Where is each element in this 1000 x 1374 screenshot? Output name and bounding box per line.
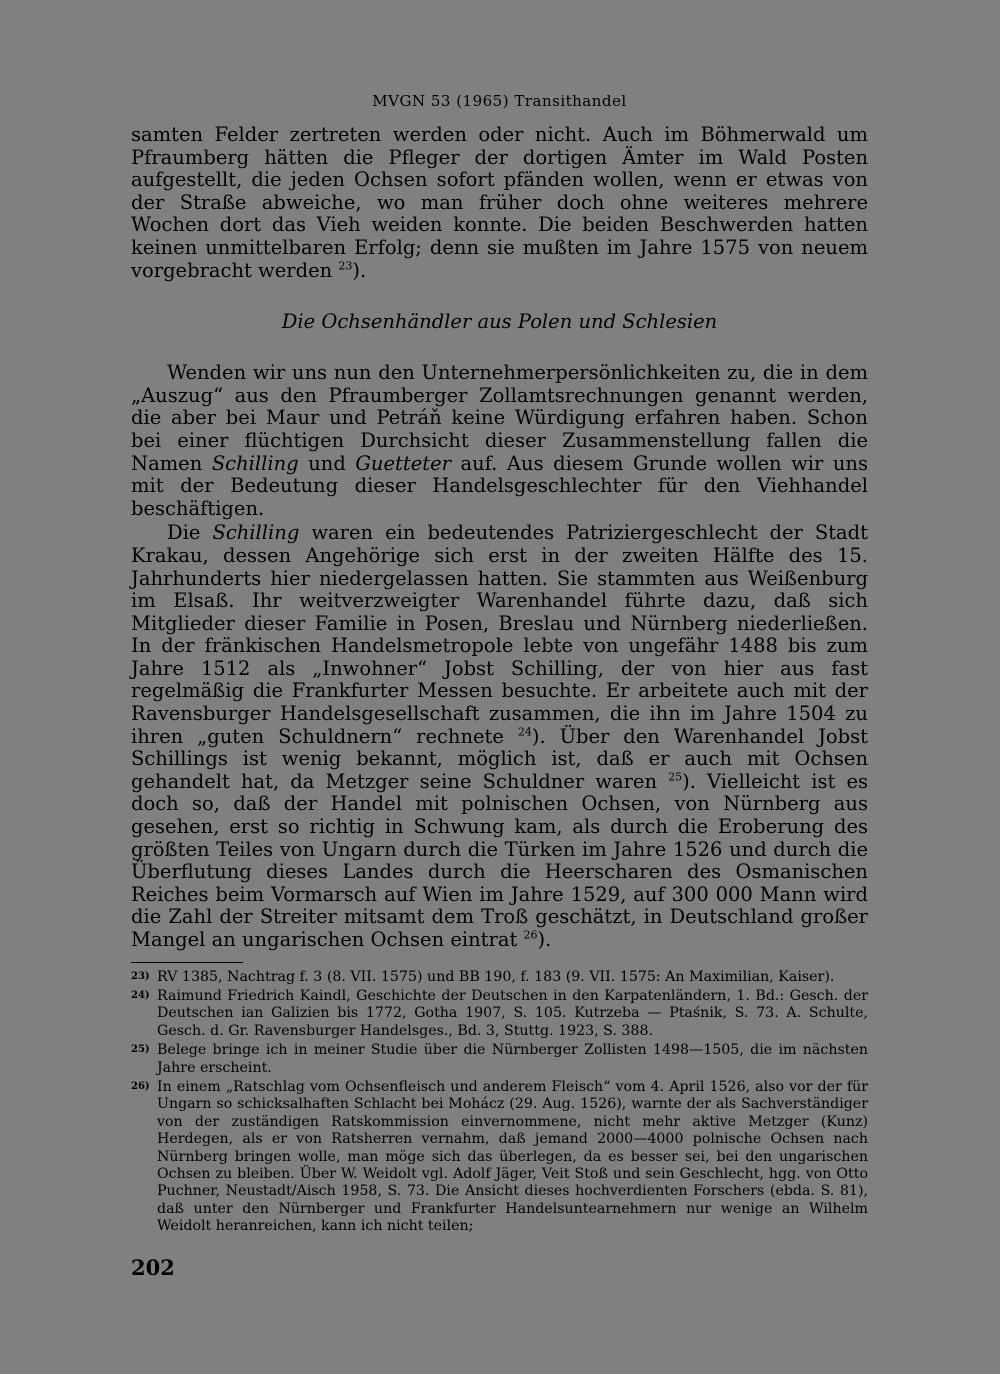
footnote-marker: 26) (131, 1081, 150, 1093)
footnote-reference-24[interactable]: 24 (517, 725, 532, 739)
paragraph-text: ). (537, 928, 552, 951)
body-paragraph-2 (131, 362, 868, 520)
paragraph-text: und (298, 451, 356, 475)
paragraph-text: Die (167, 521, 213, 545)
running-head: MVGN 53 (1965) Transithandel (372, 92, 627, 110)
footnote-23 (131, 969, 868, 986)
paragraph-text: ). Über den Warenhandel Jobst Schillings ist wenig bekannt, möglich ist, daß er auch mit Ochsen gehandelt hat, da Metzger seine Schuldner waren (131, 724, 868, 793)
footnote-text: Belege bringe ich in meiner Studie über die Nürnberger Zollisten 1498—1505, die im nächsten Jahre erscheint. (157, 1042, 868, 1076)
paragraph-text: samten Felder zertreten werden oder nicht. Auch im Böhmerwald um Pfraumberg hätten die Pfleger der dortigen Ämter im Wald Posten aufgestellt, die jeden Ochsen sofort pfänden wollen, wenn er etwas von der Straße abweiche, wo man früher doch ohne weiteres mehrere Wochen dort das Vieh weiden konnte. Die beiden Beschwerden hatten keinen unmittelbaren Erfolg; denn sie mußten im Jahre 1575 von neuem vorgebracht werden (131, 123, 868, 282)
footnote-25 (131, 1042, 868, 1077)
footnote-text: In einem „Ratschlag vom Ochsenfleisch und anderem Fleisch“ vom 4. April 1526, also vor der für Ungarn so schicksalhaften Schlacht bei Mohácz (29. Aug. 1526), warnte der als Sachverständiger von der zuständigen Ratskommission einvernommene, nicht mehr aktive Metzger (Kunz) Herdegen, als er von Ratsherren vernahm, daß jemand 2000—4000 polnische Ochsen nach Nürnberg bringen wolle, man möge sich das überlegen, da es besser sei, bei den ungarischen Ochsen zu bleiben. Über W. Weidolt vgl. Adolf Jäger, Veit Stoß und sein Geschlecht, hgg. von Otto Puchner, Neustadt/Aisch 1958, S. 73. Die Ansicht dieses hochverdienten Forschers (ebda. S. 81), daß unter den Nürnberger und Frankfurter Handelsuntearnehmern nur wenige an Wilhelm Weidolt heranreichen, kann ich nicht teilen; (157, 1079, 868, 1235)
body-paragraph-1 (131, 124, 868, 282)
paragraph-text: waren ein bedeutendes Patriziergeschlecht der Stadt Krakau, dessen Angehörige sich erst in der zweiten Hälfte des 15. Jahrhunderts hier niedergelassen hatten. Sie stammten aus Weißenburg im Elsaß. Ihr weitverzweigter Warenhandel führte dazu, daß sich Mitglieder dieser Familie in Posen, Breslau und Nürnberg niederließen. In der fränkischen Handelsmetropole lebte von ungefähr 1488 bis zum Jahre 1512 als „Inwohner“ Jobst Schilling, der von hier aus fast regelmäßig die Frankfurter Messen besuchte. Er arbeitete auch mit der Ravensburger Handelsgesellschaft zusammen, die ihn im Jahre 1504 zu ihren „guten Schuldnern“ rechnete (131, 521, 868, 748)
footnote-reference-26[interactable]: 26 (523, 928, 538, 942)
footnote-reference-25[interactable]: 25 (668, 770, 683, 784)
footnote-divider (131, 962, 243, 963)
footnote-24 (131, 988, 868, 1040)
family-name-emphasis: Schilling (212, 521, 300, 545)
document-page (131, 92, 868, 1238)
paragraph-text: ). (352, 258, 367, 282)
footnotes (131, 969, 868, 1236)
footnote-marker: 24) (131, 990, 150, 1001)
footnote-26 (131, 1079, 868, 1236)
paragraph-text: Wenden wir uns nun den Unternehmerpersönlichkeiten zu, die in dem „Auszug“ aus den Pfraumberger Zollamtsrechnungen genannt werden, die aber bei Maur und Petráň keine Würdigung erfahren haben. Schon bei einer flüchtigen Durchsicht dieser Zusammenstellung fallen die Namen (131, 361, 868, 475)
section-heading: Die Ochsenhändler aus Polen und Schlesien (281, 310, 718, 334)
page-number: 202 (131, 1255, 175, 1280)
footnote-text: Raimund Friedrich Kaindl, Geschichte der Deutschen in den Karpatenländern, 1. Bd.: Gesch. der Deutschen ian Galizien bis 1772, Gotha 1907, S. 105. Kutrzeba — Ptaśnik, S. 73. A. Schulte, Gesch. d. Gr. Ravensburger Handelsges., Bd. 3, Stuttg. 1923, S. 388. (157, 988, 868, 1039)
footnote-reference-23[interactable]: 23 (338, 259, 353, 273)
paragraph-text: auf. Aus diesem Grunde wollen wir uns mit der Bedeutung dieser Handelsgeschlechter für den Viehhandel beschäftigen. (131, 451, 868, 520)
family-name-emphasis: Schilling (211, 451, 299, 475)
footnote-marker: 25) (131, 1044, 150, 1056)
family-name-emphasis: Guetteter (355, 451, 451, 475)
paragraph-text: ). Vielleicht ist es doch so, daß der Handel mit polnischen Ochsen, von Nürnberg aus gesehen, erst so richtig in Schwung kam, als durch die Eroberung des größten Teiles von Ungarn durch die Türken im Jahre 1526 und durch die Überflutung dieses Landes durch die Heerscharen des Osmanischen Reiches beim Vormarsch auf Wien im Jahre 1529, auf 300 000 Mann wird die Zahl der Streiter mitsamt dem Troß geschätzt, in Deutschland großer Mangel an ungarischen Ochsen eintrat (131, 769, 868, 951)
body-paragraph-3 (131, 522, 868, 951)
footnote-marker: 23) (131, 970, 150, 982)
footnote-text: RV 1385, Nachtrag f. 3 (8. VII. 1575) und BB 190, f. 183 (9. VII. 1575: An Maximilian, Kaiser). (157, 968, 835, 985)
